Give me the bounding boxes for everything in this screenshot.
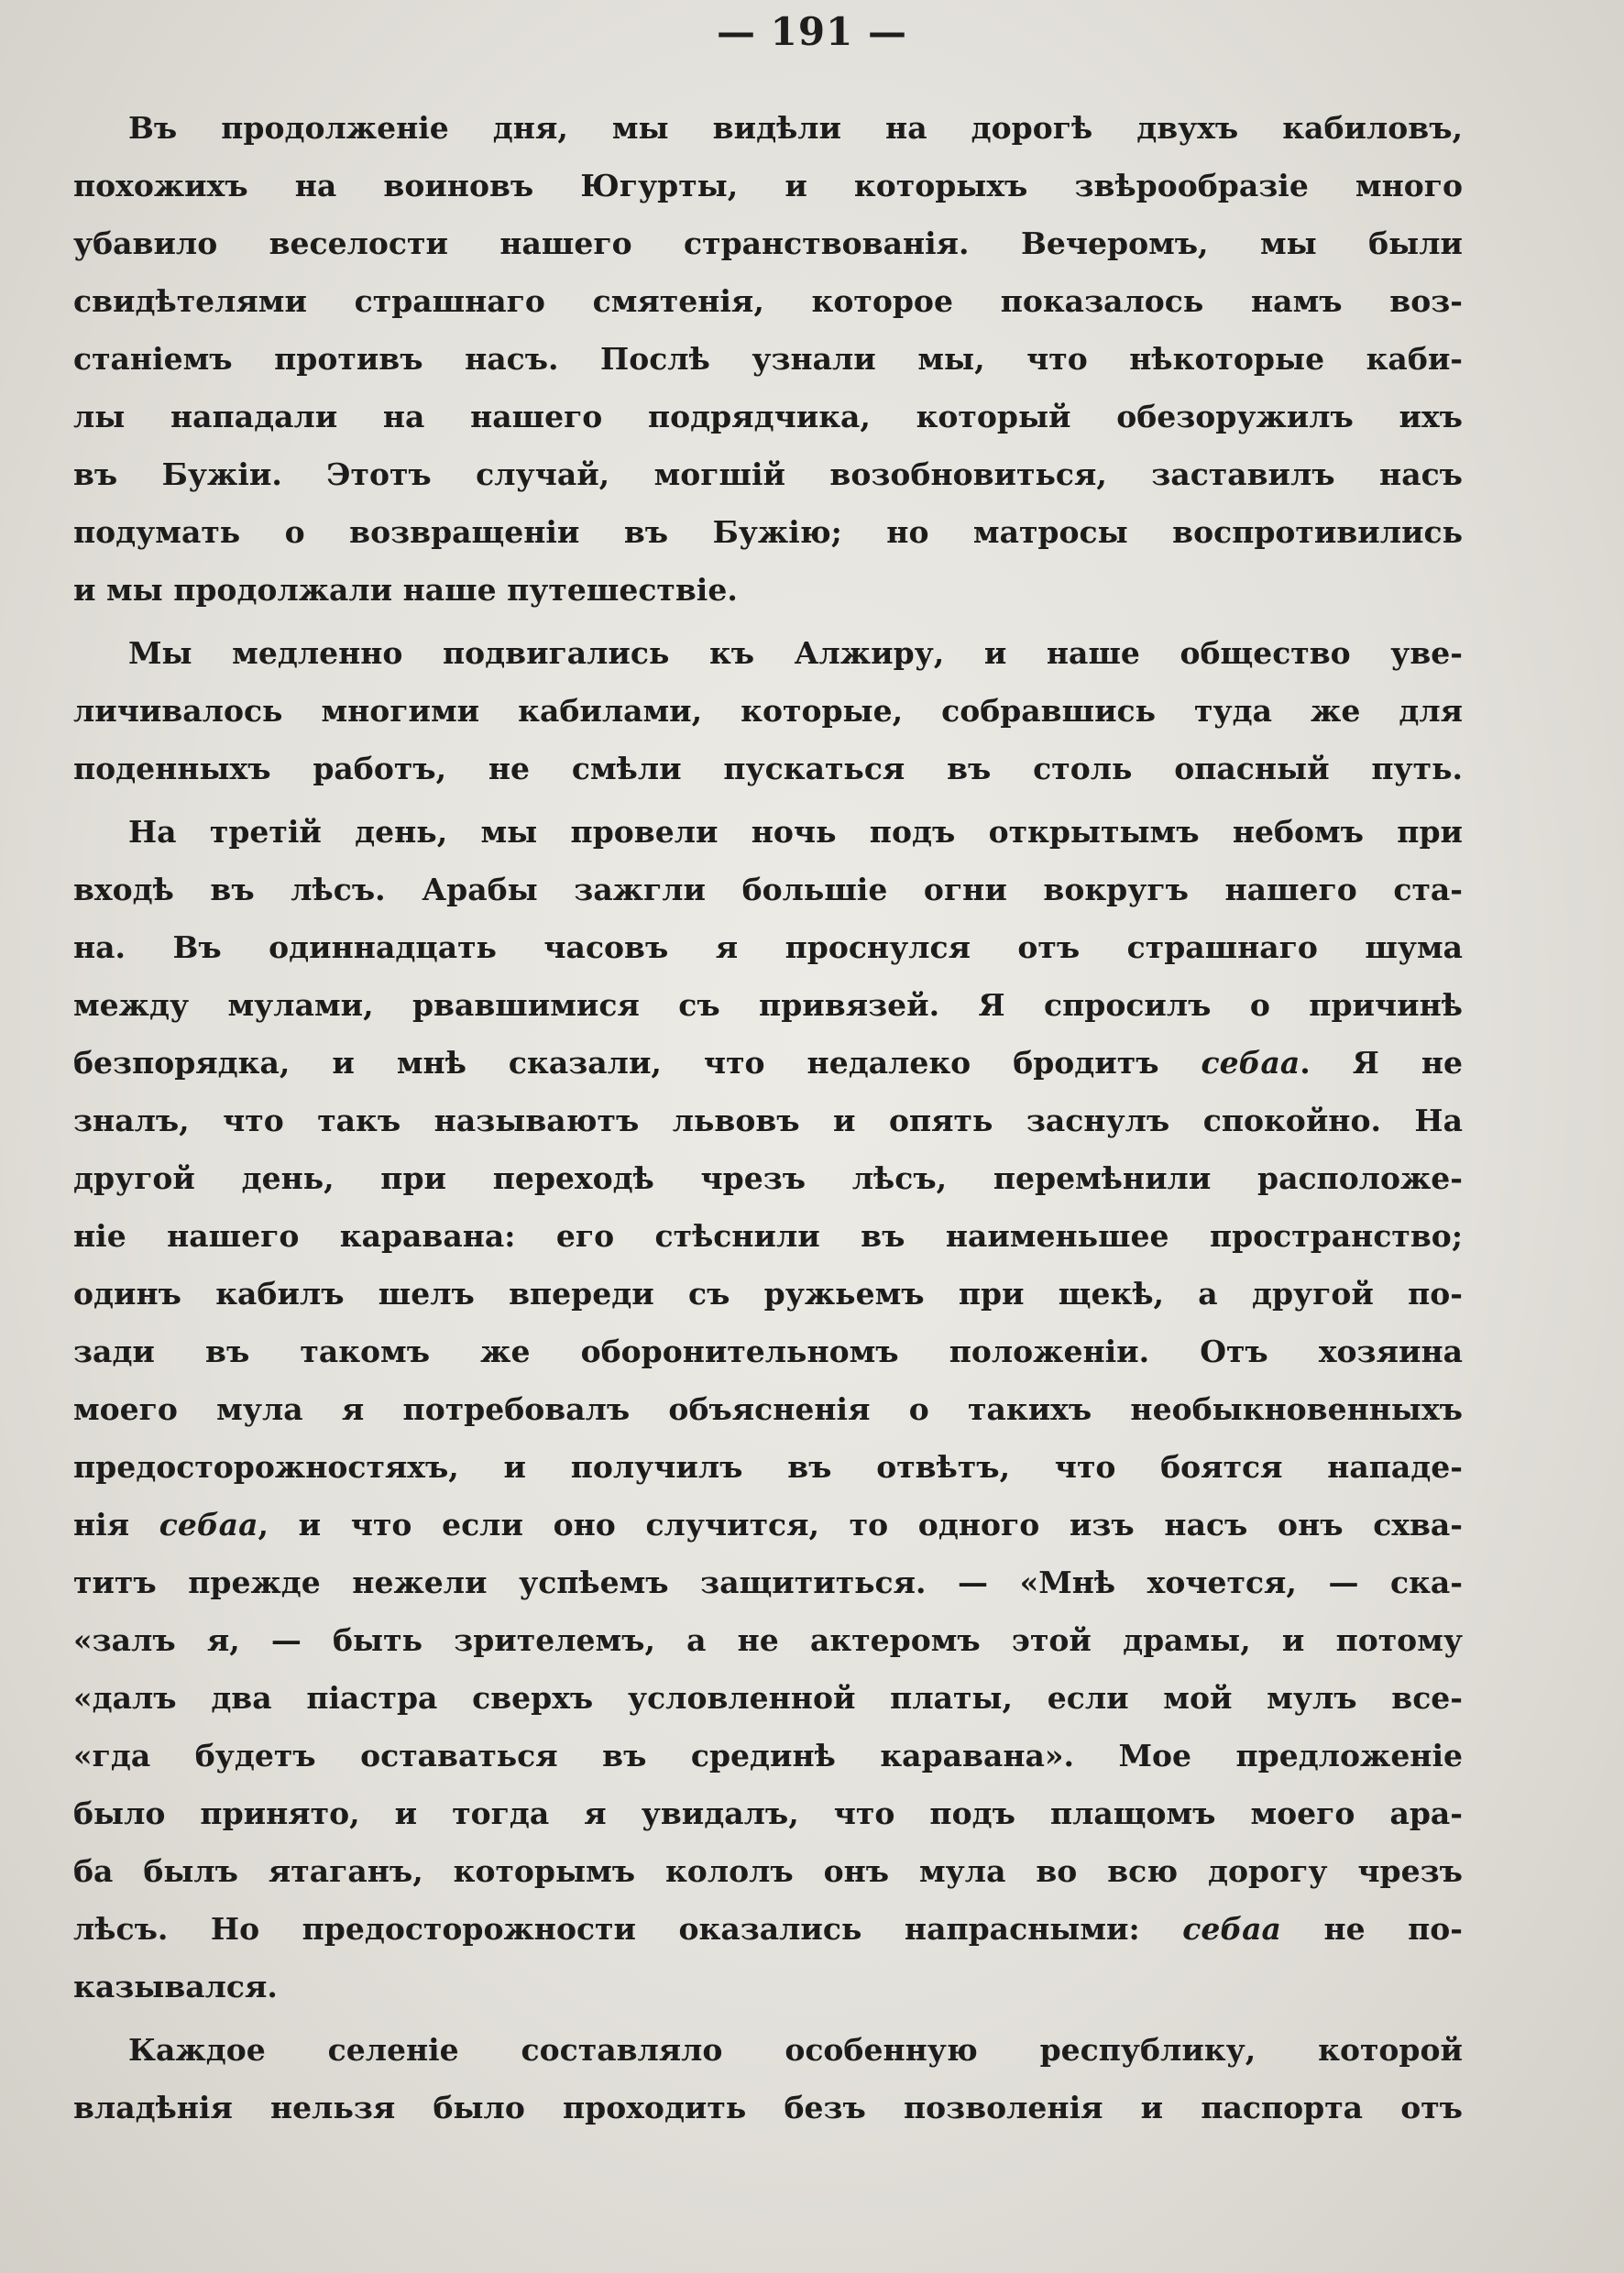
text-line: Въ продолженіе дня, мы видѣли на дорогѣ двухъ кабиловъ, [128,110,1463,146]
text-line: въ Бужіи. Этотъ случай, могшій возобновиться, заставилъ насъ [73,456,1463,492]
text-line: моего мула я потребовалъ объясненія о такихъ необыкновенныхъ [73,1391,1463,1427]
body-text [73,99,1463,2136]
paragraph [73,624,1463,797]
text-line: поденныхъ работъ, не смѣли пускаться въ столь опасный путь. [73,751,1463,786]
text-line: казывался. [73,1969,278,2004]
text-line: станіемъ противъ насъ. Послѣ узнали мы, что нѣкоторые каби- [73,341,1463,377]
text-line: нія себаа, и что если оно случится, то одного изъ насъ онъ схва- [73,1507,1463,1543]
text-line: «далъ два піастра сверхъ условленной платы, если мой мулъ все- [73,1680,1463,1716]
paragraph [73,803,1463,2015]
text-line: предосторожностяхъ, и получилъ въ отвѣтъ, что боятся нападе- [73,1449,1463,1485]
paragraph [73,99,1463,619]
text-line: Каждое селеніе составляло особенную республику, которой [128,2032,1463,2068]
text-line: Мы медленно подвигались къ Алжиру, и наше общество уве- [128,635,1463,671]
page-number: — 191 — [717,9,907,54]
text-line: ба былъ ятаганъ, которымъ кололъ онъ мула во всю дорогу чрезъ [73,1853,1463,1889]
text-line: и мы продолжали наше путешествіе. [73,572,738,608]
text-line: безпорядка, и мнѣ сказали, что недалеко бродитъ себаа. Я не [73,1045,1463,1081]
text-line: убавило веселости нашего странствованія. Вечеромъ, мы были [73,225,1463,261]
text-line: другой день, при переходѣ чрезъ лѣсъ, перемѣнили расположе- [73,1160,1463,1196]
paragraph [73,2021,1463,2136]
text-line: владѣнія нельзя было проходить безъ позволенія и паспорта отъ [73,2090,1463,2125]
text-line: было принято, и тогда я увидалъ, что подъ плащомъ моего ара- [73,1795,1463,1831]
text-line: зади въ такомъ же оборонительномъ положеніи. Отъ хозяина [73,1334,1463,1369]
text-line: входѣ въ лѣсъ. Арабы зажгли большіе огни вокругъ нашего ста- [73,872,1463,907]
text-line: лы нападали на нашего подрядчика, который обезоружилъ ихъ [73,399,1463,434]
text-line: личивалось многими кабилами, которые, собравшись туда же для [73,693,1463,729]
text-line: между мулами, рвавшимися съ привязей. Я спросилъ о причинѣ [73,987,1463,1023]
text-line: похожихъ на воиновъ Югурты, и которыхъ звѣрообразіе много [73,168,1463,203]
text-line: зналъ, что такъ называютъ львовъ и опять заснулъ спокойно. На [73,1103,1463,1138]
text-line: «залъ я, — быть зрителемъ, а не актеромъ этой драмы, и потому [73,1622,1463,1658]
text-line: одинъ кабилъ шелъ впереди съ ружьемъ при щекѣ, а другой по- [73,1276,1463,1312]
text-line: на. Въ одиннадцать часовъ я проснулся отъ страшнаго шума [73,929,1463,965]
text-line: титъ прежде нежели успѣемъ защититься. — «Мнѣ хочется, — ска- [73,1565,1463,1600]
text-line: На третій день, мы провели ночь подъ открытымъ небомъ при [128,814,1463,850]
text-line: свидѣтелями страшнаго смятенія, которое показалось намъ воз- [73,283,1463,319]
text-line: лѣсъ. Но предосторожности оказались напрасными: себаа не по- [73,1911,1463,1947]
text-line: «гда будетъ оставаться въ срединѣ каравана». Мое предложеніе [73,1738,1463,1773]
text-line: ніе нашего каравана: его стѣснили въ наименьшее пространство; [73,1218,1463,1254]
text-line: подумать о возвращеніи въ Бужію; но матросы воспротивились [73,514,1463,550]
